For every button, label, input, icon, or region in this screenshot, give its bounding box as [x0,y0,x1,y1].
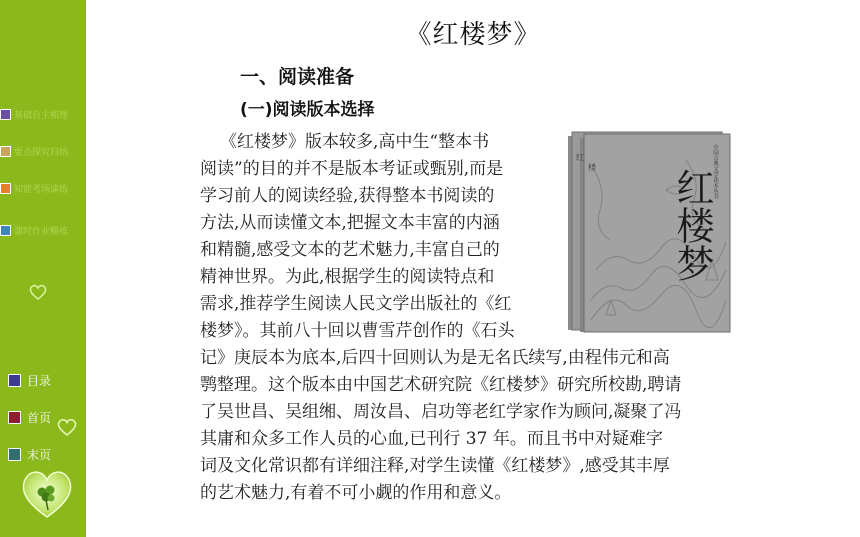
main-content [86,0,860,537]
sidebar [0,0,86,537]
nav-item-label: 基础自主梳理 [14,110,69,121]
paragraph-line: 方法,从而读懂文本,把握文本丰富的内涵 [200,213,500,233]
book-title-text: 红楼梦 [670,168,714,282]
paragraph-line: 阅读”的目的并不是版本考证或甄别,而是 [200,159,504,179]
nav-square-icon [0,225,11,236]
paragraph-line: 精神世界。为此,根据学生的阅读特点和 [200,267,495,287]
paragraph-line: 学习前人的阅读经验,获得整本书阅读的 [200,186,495,206]
page-title: 《红楼梦》 [405,20,541,50]
book-cover-image [566,130,732,335]
nav-square-icon [8,448,21,461]
nav-square-icon [0,146,11,157]
nav-item-key-points[interactable] [0,143,68,159]
heart-clover-decoration-icon [18,466,76,520]
paragraph-line: 其庸和众多工作人员的心血,已刊行 37 年。而且书中对疑难字 [200,429,663,449]
book-series-text: 中国古典文学读本丛书 [712,144,718,199]
nav-item-contents[interactable] [8,372,51,388]
nav-item-first-page[interactable] [8,409,51,425]
nav-item-label: 要点探究归纳 [14,147,69,158]
nav-item-label: 末页 [27,447,52,462]
nav-item-label: 课时作业精练 [14,226,69,237]
nav-item-exam-practice[interactable] [0,180,68,196]
nav-square-icon [0,183,11,194]
paragraph-line: 和精髓,感受文本的艺术魅力,丰富自己的 [200,240,500,260]
nav-square-icon [8,411,21,424]
heart-decoration-icon [28,283,48,301]
paragraph-line: 记》庚辰本为底本,后四十回则认为是无名氏续写,由程伟元和高 [200,348,670,368]
paragraph-line: 了吴世昌、吴组缃、周汝昌、启功等老红学家作为顾问,凝聚了冯 [200,402,682,422]
nav-item-basics[interactable] [0,106,68,122]
nav-item-label: 首页 [27,410,52,425]
paragraph-line: 楼梦》。其前八十回以曹雪芹创作的《石头 [200,321,515,341]
section-heading: 一、阅读准备 [240,66,355,88]
nav-item-homework[interactable] [0,222,68,238]
nav-item-last-page[interactable] [8,446,51,462]
nav-item-label: 目录 [27,373,52,388]
subsection-heading: (一)阅读版本选择 [240,100,375,120]
paragraph-line: 的艺术魅力,有着不可小觑的作用和意义。 [200,483,512,503]
spine-text: 楼 [588,163,596,172]
nav-square-icon [8,374,21,387]
paragraph-line: 鹗整理。这个版本由中国艺术研究院《红楼梦》研究所校勘,聘请 [200,375,682,395]
spine-text: 红 [576,153,584,162]
heart-decoration-icon [56,417,78,437]
paragraph-line: 需求,推荐学生阅读人民文学出版社的《红 [200,294,512,314]
paragraph-line: 《红楼梦》版本较多,高中生“整本书 [220,132,490,152]
paragraph-line: 词及文化常识都有详细注释,对学生读懂《红楼梦》,感受其丰厚 [200,456,670,476]
nav-item-label: 知能考场演练 [14,184,69,195]
nav-square-icon [0,109,11,120]
